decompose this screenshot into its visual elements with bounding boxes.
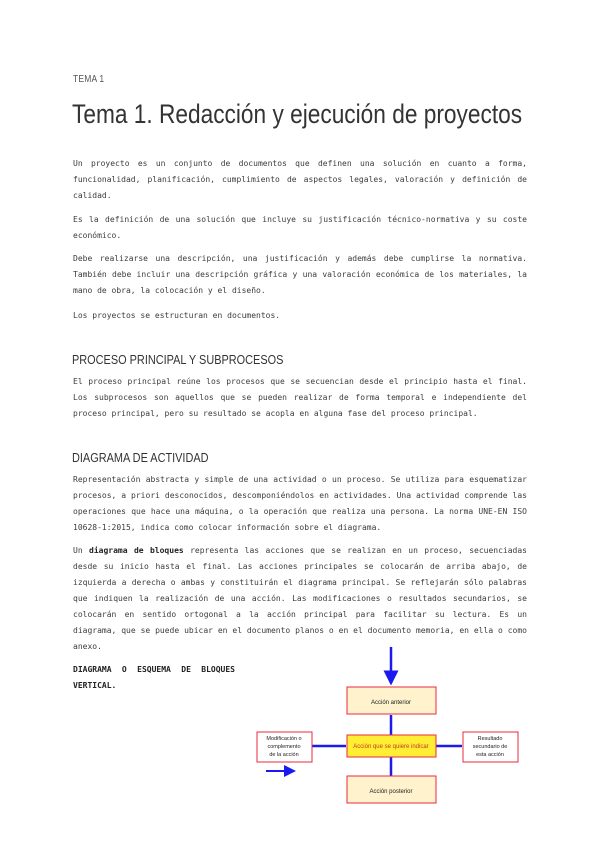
p2-bold-term: diagrama de bloques xyxy=(89,546,184,555)
intro-paragraph-4: Los proyectos se estructuran en documentos. xyxy=(73,311,281,320)
box-left-line-3: de la acción xyxy=(269,752,299,758)
p2-pre: Un xyxy=(73,546,90,555)
p2-post: representa las acciones que se realizan en un proceso, secuenciadas desde su inicio hasta el final. Las acciones principales se colocarán de arriba abajo, de izquierda a derecha o ambas y constituirán el diagrama principal. Se reflejarán sólo palabras que indiquen la realización de una acción. Las modificaciones o resultados secundarios, se colocarán en sentido ortogonal a la acción principal para facilitar su lectura. Es un diagrama, que se puede ubicar en el documento planos o en el documento memoria, en ella o como anexo. xyxy=(73,546,527,651)
box-bottom-label: Acción posterior xyxy=(369,789,413,795)
box-right-line-1: Resultado xyxy=(477,736,503,742)
section2-paragraph-1: Representación abstracta y simple de una actividad o un proceso. Se utiliza para esquematizar procesos, a priori desconocidos, descomponiéndolos en actividades. Una actividad comprende las operaciones que hace una máquina, o la operación que realiza una persona. La norma UNE-EN ISO 10628-1:2015, indica como colocar información sobre el diagrama. xyxy=(73,475,527,532)
section-heading-proceso: PROCESO PRINCIPAL Y SUBPROCESOS xyxy=(72,352,284,367)
page-title: Tema 1. Redacción y ejecución de proyectos xyxy=(72,99,523,129)
box-center-label: Acción que se quiere indicar xyxy=(353,744,429,750)
header-tag: TEMA 1 xyxy=(73,74,105,85)
box-right-line-2: secundario de xyxy=(472,744,508,750)
box-right-line-3: esta acción xyxy=(476,752,504,758)
box-top-label: Acción anterior xyxy=(370,700,412,706)
intro-paragraph-1: Un proyecto es un conjunto de documentos que definen una solución en cuanto a forma, funcionalidad, planificación, cumplimiento de aspectos legales, valoración y definición de calidad. xyxy=(73,159,527,200)
section-heading-diagrama: DIAGRAMA DE ACTIVIDAD xyxy=(72,450,209,465)
intro-paragraph-3: Debe realizarse una descripción, una justificación y además debe cumplirse la normativa. También debe incluir una descripción gráfica y una valoración económica de los materiales, la mano de obra, la colocación y el diseño. xyxy=(73,254,527,295)
section2-paragraph-2 xyxy=(73,543,527,655)
box-left-line-1: Modificación o xyxy=(266,736,302,742)
box-left-line-2: complemento xyxy=(267,744,301,750)
intro-paragraph-2: Es la definición de una solución que incluye su justificación técnico-normativa y su coste económico. xyxy=(73,215,527,240)
block-diagram xyxy=(250,645,530,810)
section1-paragraph: El proceso principal reúne los procesos que se secuencian desde el principio hasta el final. Los subprocesos son aquellos que se pueden realizar de forma temporal e independiente del proceso principal, pero su resultado se acopla en alguna fase del proceso principal. xyxy=(73,377,527,418)
diagram-caption: DIAGRAMA O ESQUEMA DE BLOQUES VERTICAL. xyxy=(73,665,235,690)
